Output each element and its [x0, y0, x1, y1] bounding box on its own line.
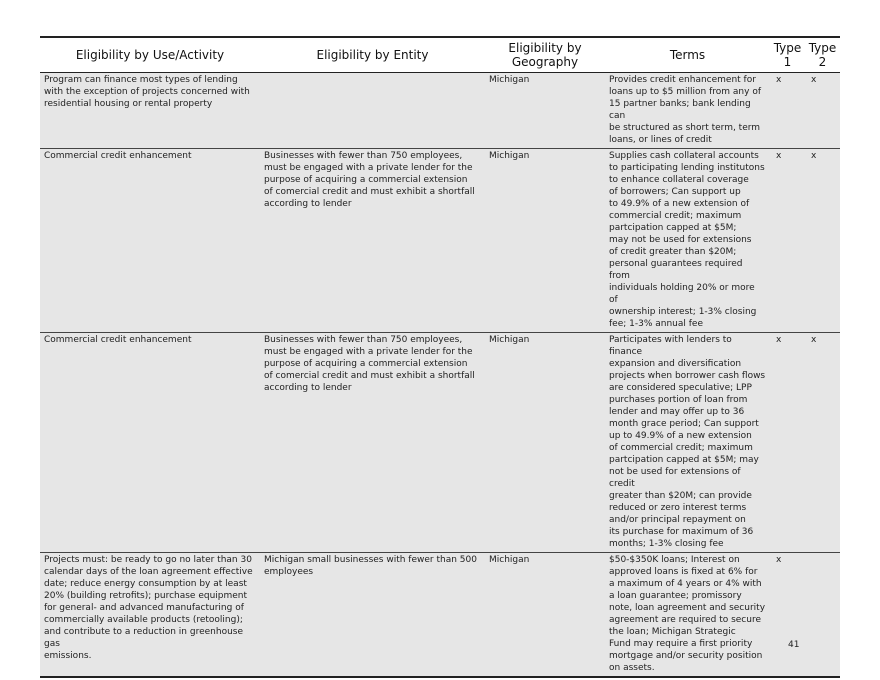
cell-geography: Michigan — [489, 75, 530, 85]
cell-entity — [260, 73, 485, 149]
cell-geography: Michigan — [489, 151, 530, 161]
cell-type1: x — [776, 555, 782, 565]
page-number: 41 — [788, 640, 800, 650]
cell-geography: Michigan — [489, 555, 530, 565]
table-row — [40, 553, 840, 678]
cell-type1: x — [776, 151, 782, 161]
eligibility-table — [40, 36, 840, 678]
cell-use: Program can finance most types of lending with the exception of projects concerned with residential housing or rental property — [44, 75, 250, 109]
table-row — [40, 73, 840, 149]
header-entity: Eligibility by Entity — [316, 48, 429, 62]
cell-entity: Businesses with fewer than 750 employees, must be engaged with a private lender for the purpose of acquiring a commercial extension of comercial credit and must exhibit a shortfall according to lender — [264, 335, 475, 393]
table-row — [40, 149, 840, 333]
header-geography: Eligibility by Geography — [508, 41, 582, 69]
cell-type1: x — [776, 75, 782, 85]
table-row — [40, 333, 840, 553]
header-type1: Type 1 — [773, 41, 802, 69]
header-use: Eligibility by Use/Activity — [75, 48, 225, 62]
cell-entity: Businesses with fewer than 750 employees, must be engaged with a private lender for the purpose of acquiring a commercial extension of comercial credit and must exhibit a shortfall according to lender — [264, 151, 475, 209]
cell-terms: Supplies cash collateral accounts to participating lending institutons to enhance collateral coverage of borrowers; Can support up to 49.9% of a new extension of commercial credit; maximum partcipation capped at $5M; may not be used for extensions of credit greater than $20M; personal guarantees required from individuals holding 20% or more of ownership interest; 1-3% closing fee; 1-3% annual fee — [609, 151, 765, 329]
cell-type2 — [805, 553, 840, 678]
header-terms: Terms — [669, 48, 706, 62]
cell-use: Commercial credit enhancement — [44, 151, 192, 161]
cell-use: Projects must: be ready to go no later than 30 calendar days of the loan agreement effective date; reduce energy consumption by at least 20% (building retrofits); purchase equipment for general- and advanced manufacturing of commercially available products (retooling); and contribute to a reduction in greenhouse gas emissions. — [44, 555, 253, 661]
cell-geography: Michigan — [489, 335, 530, 345]
cell-terms: Provides credit enhancement for loans up to $5 million from any of 15 partner banks; bank lending can be structured as short term, term loans, or lines of credit — [609, 75, 761, 145]
cell-type2: x — [811, 151, 817, 161]
cell-terms: $50-$350K loans; Interest on approved loans is fixed at 6% for a maximum of 4 years or 4% with a loan guarantee; promissory note, loan agreement and security agreement are required to secure the loan; Michigan Strategic Fund may require a first priority mortgage and/or security position on assets. — [609, 555, 766, 673]
cell-type2: x — [811, 75, 817, 85]
cell-type1: x — [776, 335, 782, 345]
header-type2: Type 2 — [808, 41, 837, 69]
cell-type2: x — [811, 335, 817, 345]
header-row — [40, 37, 840, 73]
cell-terms: Participates with lenders to finance expansion and diversification projects when borrower cash flows are considered speculative; LPP purchases portion of loan from lender and may offer up to 36 month grace period; Can support up to 49.9% of a new extension of commercial credit; maximum partcipation capped at $5M; may not be used for extensions of credit greater than $20M; can provide reduced or zero interest terms and/or principal repayment on its purchase for maximum of 36 months; 1-3% closing fee — [609, 335, 766, 549]
cell-entity: Michigan small businesses with fewer than 500 employees — [264, 555, 477, 577]
cell-use: Commercial credit enhancement — [44, 335, 192, 345]
